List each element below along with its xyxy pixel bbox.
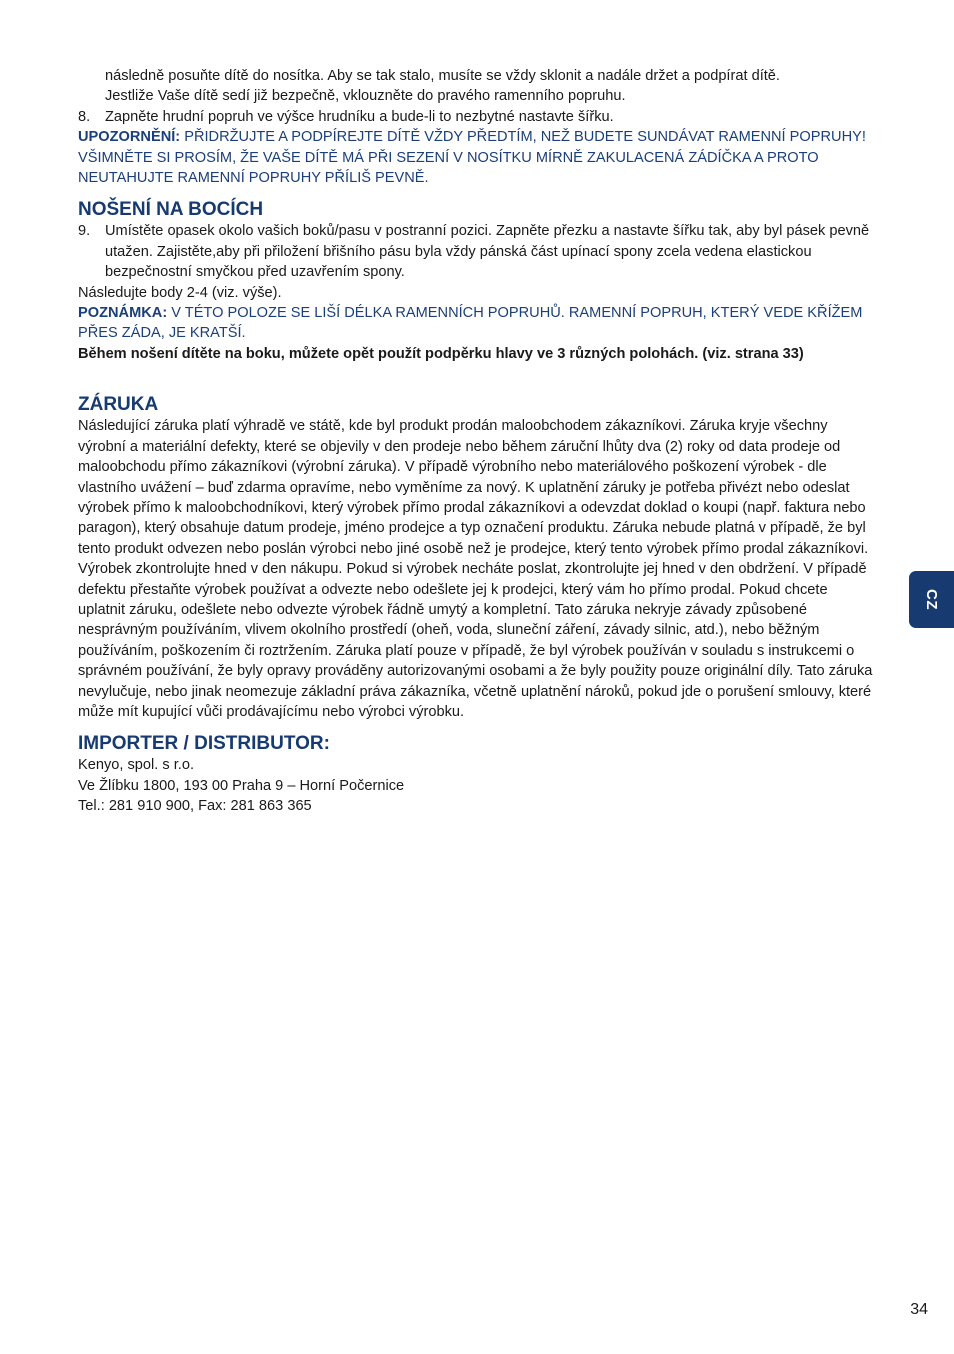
step-8 [78, 107, 878, 127]
step-9 [78, 221, 878, 282]
warning-text: PŘIDRŽUJTE A PODPÍREJTE DÍTĚ VŽDY PŘEDTÍM, NEŽ BUDETE SUNDÁVAT RAMENNÍ POPRUHY! VŠIMNĚTE SI PROSÍM, ŽE VAŠE DÍTĚ MÁ PŘI SEZENÍ V NOSÍTKU MÍRNĚ ZAKULACENÁ ZÁDÍČKA A PROTO NEUTAHUJTE RAMENNÍ POPRUHY PŘÍLIŠ PEVNĚ. [78, 129, 866, 187]
warranty-text: Následující záruka platí výhradě ve státě, kde byl produkt prodán maloobchodem zákazníkovi. Záruka kryje všechny výrobní a materiální defekty, které se objevily v den prodeje nebo během záruční lhůty dva (2) roky od data prodeje od maloobchodu přímo zákazníkovi (výrobní záruka). V případě výrobního nebo materiálového poškození výrobek - dle vlastního uvážení – buď zdarma opravíme, nebo vyměníme za nový. K uplatnění záruky je potřeba přivézt nebo odeslat výrobek přímo k maloobchodníkovi, který výrobek přímo prodal zákazníkovi a odevzdat doklad o koupi (např. faktura nebo paragon), který obsahuje datum prodeje, jméno prodejce a typ označení produktu. Záruka nebude platná v případě, že byl tento produkt odvezen nebo poslán výrobci nebo jiné osobě než je prodejce, který tento výrobek přímo prodal zákazníkovi. Výrobek zkontrolujte hned v den nákupu. Pokud si výrobek necháte poslat, zkontrolujte jej hned v den obdržení. V případě defektu přestaňte výrobek používat a odvezte nebo odešlete jej k prodejci, který vám ho přímo prodal. Pokud chcete uplatnit záruku, odešlete nebo odvezte výrobek řádně umytý a kompletní. Tato záruka nekryje závady způsobené nesprávným používáním, vlivem okolního prostředí (oheň, voda, sluneční záření, závady silnic, atd.), nebo běžným používáním, poškozením či roztržením. Záruka platí pouze v případě, že byl výrobek používán v souladu s instrukcemi o správném používání, že byly opravy prováděny autorizovanými osobami a že byly použity pouze originální díly. Tato záruka nevylučuje, nebo jinak neomezuje základní práva zákazníka, včetně uplatnění nároků, pokud jde o porušení smlouvy, které může mít kupující vůči prodávajícímu nebo výrobci výrobku. [78, 418, 873, 720]
intro-continuation-line-2: Jestliže Vaše dítě sedí již bezpečně, vklouzněte do pravého ramenního popruhu. [105, 88, 626, 105]
note-label: POZNÁMKA: [78, 305, 168, 322]
intro-continuation-line-1: následně posuňte dítě do nosítka. Aby se tak stalo, musíte se vždy sklonit a nadále držet a podpírat dítě. [105, 68, 780, 84]
step-9-text: Umístěte opasek okolo vašich boků/pasu v postranní pozici. Zapněte přezku a nastavte šířku tak, aby byl pásek pevně utažen. Zajistěte,aby při přiložení břišního pásu byla vždy pánská část upínací spony zcela vedena elastickou bezpečnostní smyčkou před uzavřením spony. [105, 223, 870, 281]
note-paragraph [78, 303, 878, 344]
step-8-number: 8. [78, 108, 91, 125]
importer-company: Kenyo, spol. s r.o. [78, 757, 195, 774]
warning-label: UPOZORNĚNÍ: [78, 129, 181, 146]
head-support-bold-text: Během nošení dítěte na boku, můžete opět použít podpěrku hlavy ve 3 různých polohách. (viz. strana 33) [78, 345, 804, 362]
language-tab-label: CZ [923, 589, 940, 610]
follow-steps-text: Následujte body 2-4 (viz. výše). [78, 284, 282, 301]
hip-carry-heading: NOŠENÍ NA BOCÍCH [78, 199, 264, 221]
importer-contact: Tel.: 281 910 900, Fax: 281 863 365 [78, 798, 312, 815]
step-9-number: 9. [78, 223, 91, 240]
importer-address: Ve Žlíbku 1800, 193 00 Praha 9 – Horní Počernice [78, 777, 405, 794]
warranty-heading: ZÁRUKA [78, 394, 159, 416]
page-number: 34 [910, 1301, 928, 1318]
step-8-text: Zapněte hrudní popruh ve výšce hrudníku a bude-li to nezbytné nastavte šířku. [105, 108, 614, 125]
note-text: V TÉTO POLOZE SE LIŠÍ DÉLKA RAMENNÍCH POPRUHŮ. RAMENNÍ POPRUH, KTERÝ VEDE KŘÍŽEM PŘES ZÁDA, JE KRATŠÍ. [78, 305, 863, 342]
importer-heading: IMPORTER / DISTRIBUTOR: [78, 733, 330, 755]
page-content [78, 66, 878, 817]
language-tab [909, 571, 954, 628]
warning-paragraph [78, 127, 878, 188]
